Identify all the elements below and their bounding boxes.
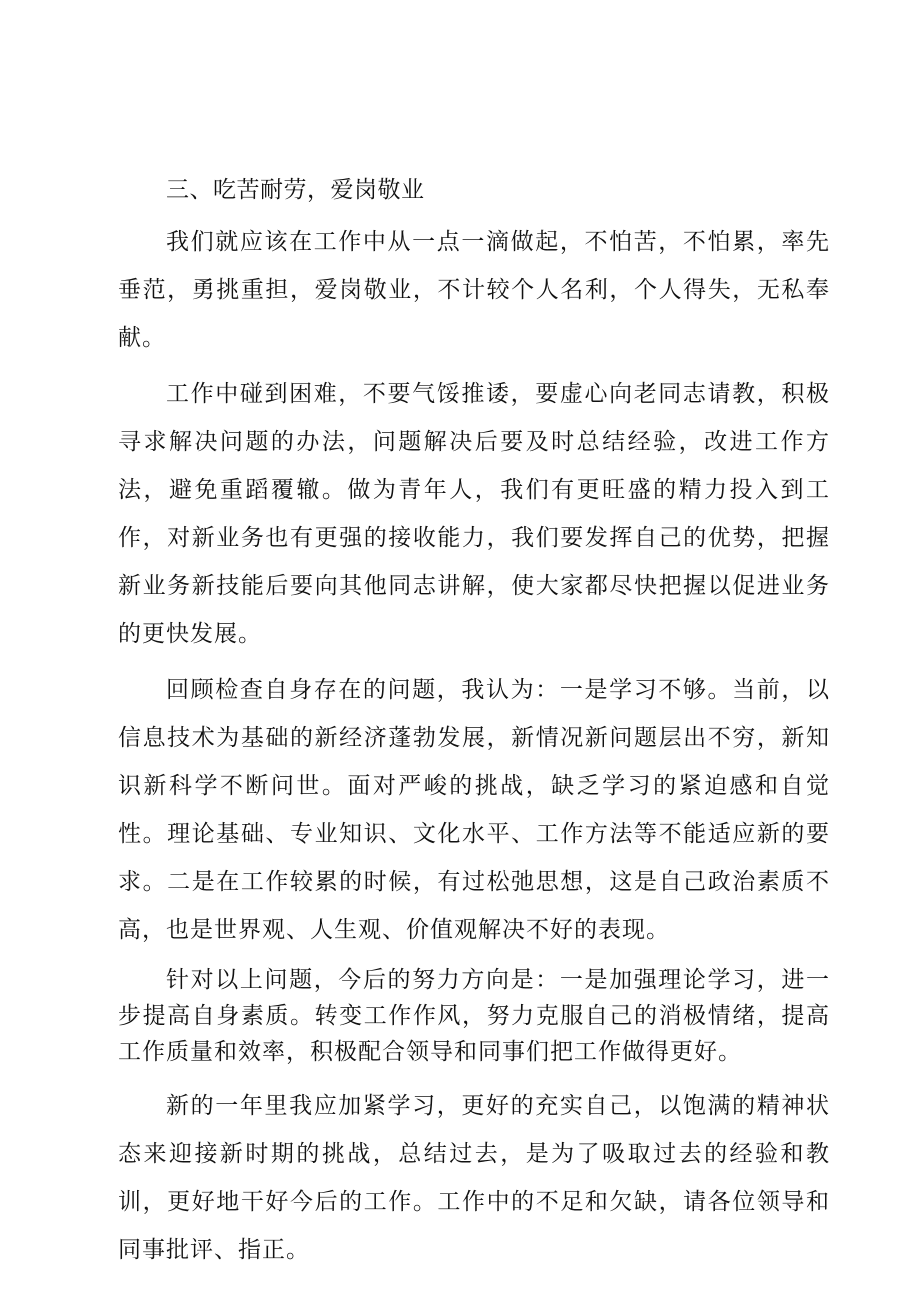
paragraph-2: 工作中碰到困难，不要气馁推诿，要虚心向老同志请教，积极寻求解决问题的办法，问题解决后要及时总结经验，改进工作方法，避免重蹈覆辙。做为青年人，我们有更旺盛的精力投入到工作，对新业务也有更强的接收能力，我们要发挥自己的优势，把握新业务新技能后要向其他同志讲解，使大家都尽快把握以促进业务的更快发展。 xyxy=(118,381,830,647)
document-body xyxy=(118,170,830,1282)
section-heading: 三、吃苦耐劳，爱岗敬业 xyxy=(166,177,425,203)
paragraph-4: 针对以上问题，今后的努力方向是：一是加强理论学习，进一步提高自身素质。转变工作作风，努力克服自己的消极情绪，提高工作质量和效率，积极配合领导和同事们把工作做得更好。 xyxy=(118,967,830,1065)
paragraph-1: 我们就应该在工作中从一点一滴做起，不怕苦，不怕累，率先垂范，勇挑重担，爱岗敬业，不计较个人名利，个人得失，无私奉献。 xyxy=(118,229,830,351)
paragraph-3: 回顾检查自身存在的问题，我认为：一是学习不够。当前，以信息技术为基础的新经济蓬勃发展，新情况新问题层出不穷，新知识新科学不断问世。面对严峻的挑战，缺乏学习的紧迫感和自觉性。理论基础、专业知识、文化水平、工作方法等不能适应新的要求。二是在工作较累的时候，有过松弛思想，这是自己政治素质不高，也是世界观、人生观、价值观解决不好的表现。 xyxy=(118,677,830,943)
paragraph-5: 新的一年里我应加紧学习，更好的充实自己，以饱满的精神状态来迎接新时期的挑战，总结过去，是为了吸取过去的经验和教训，更好地干好今后的工作。工作中的不足和欠缺，请各位领导和同事批评、指正。 xyxy=(118,1093,830,1263)
